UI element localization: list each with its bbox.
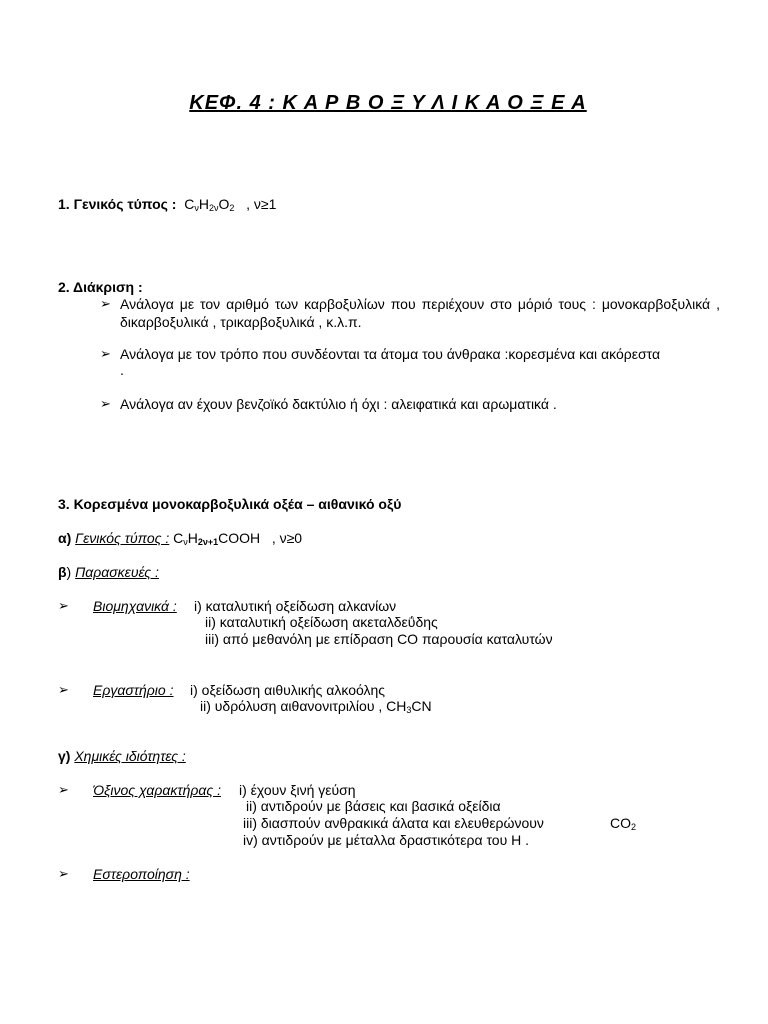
subsection-b-title: Παρασκευές : [75, 564, 159, 580]
laboratory-title: Εργαστήριο : [93, 682, 174, 698]
arrow-bullet-icon: ➢ [58, 682, 69, 697]
arrow-bullet-icon: ➢ [100, 346, 111, 361]
acidic-title: Όξινος χαρακτήρας : [93, 782, 221, 798]
arrow-bullet-icon: ➢ [100, 396, 111, 411]
esterification-title: Εστεροποίηση : [93, 866, 190, 882]
industrial-item-1: i) καταλυτική οξείδωση αλκανίων [194, 598, 397, 614]
general-formula: $C_\nu H_{2\nu}O_2$ [184, 196, 235, 213]
arrow-bullet-icon: ➢ [100, 296, 111, 311]
laboratory-item-2: ii) υδρόλυση αιθανονιτριλίου , $CH_3CN$ [200, 698, 432, 715]
arrow-bullet-icon: ➢ [58, 782, 69, 797]
industrial-title: Βιομηχανικά : [93, 598, 177, 614]
subsection-c [58, 748, 186, 764]
laboratory-item-1: i) οξείδωση αιθυλικής αλκοόλης [190, 682, 386, 698]
arrow-bullet-icon: ➢ [58, 598, 69, 613]
co2-formula: $CO_2$ [610, 815, 637, 832]
subsection-a-label: α) [58, 530, 72, 546]
section-3-label: 3. Κορεσμένα μονοκαρβοξυλικά οξέα – αιθανικό οξύ [58, 496, 402, 512]
acidic-item-3: iii) διασπούν ανθρακικά άλατα και ελευθερώνουν [243, 815, 544, 831]
bullet-1-text: Ανάλογα με τον αριθμό των καρβοξυλίων που περιέχουν στο μόριό τους : μονοκαρβοξυλικά , δικαρβοξυλικά , τρικαρβοξυλικά , κ.λ.π. [120, 296, 720, 330]
page-title: ΚΕΦ. 4 : Κ Α Ρ Β Ο Ξ Υ Λ Ι Κ Α Ο Ξ Ε Α [189, 92, 587, 114]
arrow-bullet-icon: ➢ [58, 866, 69, 881]
formula-condition: , ν≥1 [246, 196, 277, 212]
subsection-a [58, 530, 302, 546]
subsection-b-label: β [58, 564, 67, 580]
industrial-item-3: iii) από μεθανόλη με επίδραση CO παρουσία καταλυτών [205, 631, 553, 647]
subsection-c-title: Χημικές ιδιότητες : [74, 748, 186, 764]
subsection-b: β) Παρασκευές : [58, 564, 159, 580]
section-1-label: 1. Γενικός τύπος : [58, 196, 177, 212]
industrial-item-2: ii) καταλυτική οξείδωση ακεταλδεΰδης [205, 614, 438, 630]
bullet-2-dot: . [120, 362, 124, 378]
saturated-condition: , ν≥0 [271, 530, 303, 546]
subsection-c-label: γ) [58, 748, 71, 764]
saturated-formula: $C_\nu H_{2\nu+1}COOH$ [173, 530, 261, 547]
acidic-item-4: iv) αντιδρούν με μέταλλα δραστικότερα του Η . [243, 832, 530, 848]
bullet-3-text: Ανάλογα αν έχουν βενζοϊκό δακτύλιο ή όχι : αλειφατικά και αρωματικά . [120, 396, 557, 412]
subsection-a-title: Γενικός τύπος : [75, 530, 170, 546]
bullet-2-text: Ανάλογα με τον τρόπο που συνδέονται τα άτομα του άνθρακα :κορεσμένα και ακόρεστα [120, 346, 661, 362]
section-1 [58, 196, 276, 212]
acidic-item-2: ii) αντιδρούν με βάσεις και βασικά οξείδια [246, 798, 501, 814]
acidic-item-1: i) έχουν ξινή γεύση [239, 782, 356, 798]
section-2-label: 2. Διάκριση : [58, 279, 143, 295]
